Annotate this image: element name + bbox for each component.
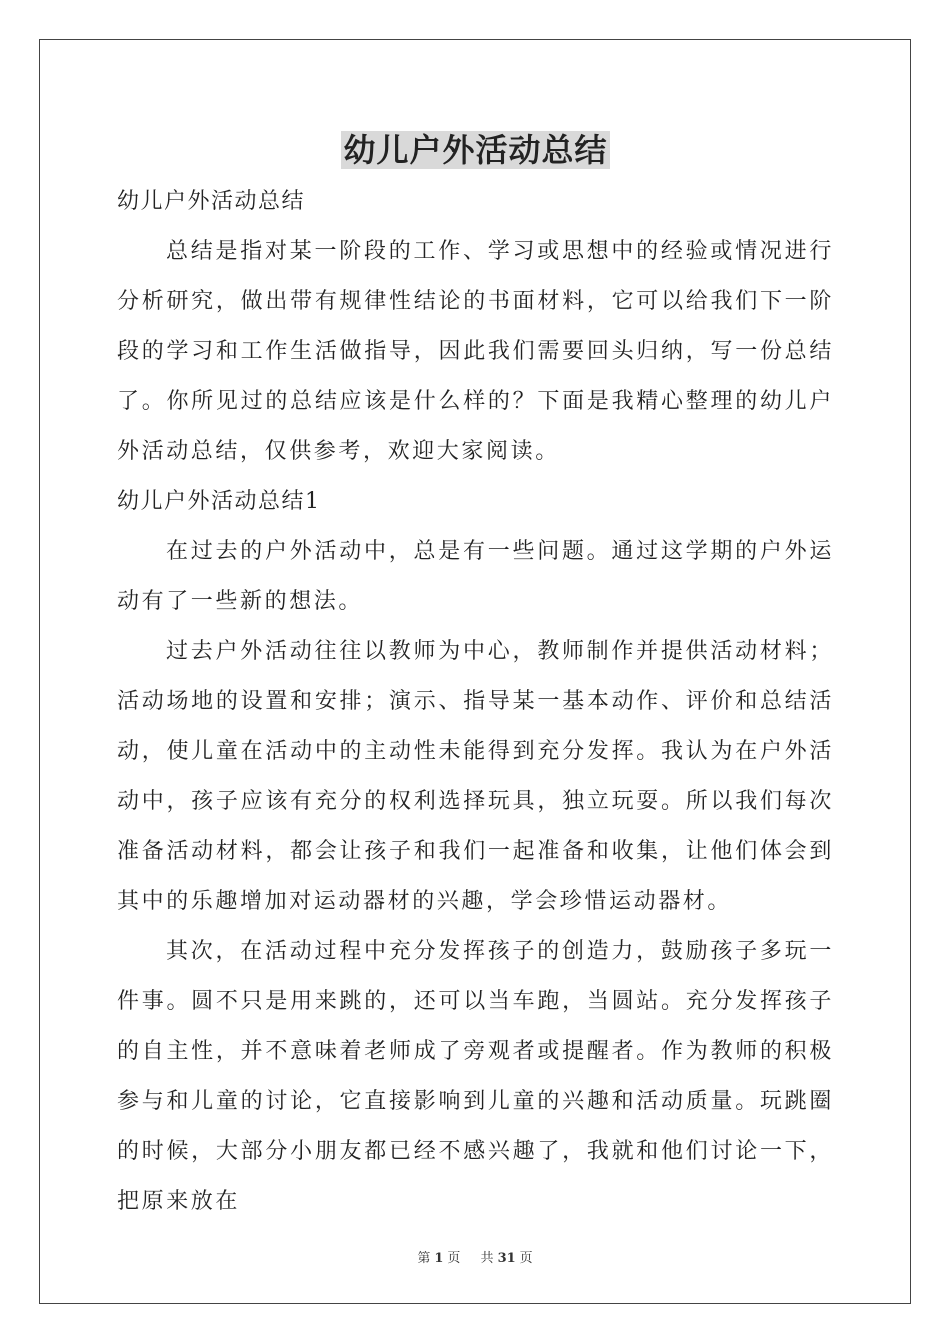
intro-paragraph: 总结是指对某一阶段的工作、学习或思想中的经验或情况进行分析研究，做出带有规律性结论的书面材料，它可以给我们下一阶段的学习和工作生活做指导，因此我们需要回头归纳，写一份总结了。你所见过的总结应该是什么样的？下面是我精心整理的幼儿户外活动总结，仅供参考，欢迎大家阅读。 <box>117 239 834 464</box>
page-number: 1 <box>434 1251 444 1266</box>
document-title-text: 幼儿户外活动总结 <box>343 131 608 169</box>
page-indicator <box>413 1251 464 1266</box>
total-pages-indicator <box>477 1251 537 1266</box>
body-paragraph: 在过去的户外活动中，总是有一些问题。通过这学期的户外运动有了一些新的想法。 <box>117 539 834 614</box>
page-suffix: 页 <box>447 1251 461 1266</box>
body-paragraph: 其次，在活动过程中充分发挥孩子的创造力，鼓励孩子多玩一件事。圆不只是用来跳的，还可以当车跑，当圆站。充分发挥孩子的自主性，并不意味着老师成了旁观者或提醒者。作为教师的积极参与和儿童的讨论，它直接影响到儿童的兴趣和活动质量。玩跳圈的时候，大部分小朋友都已经不感兴趣了，我就和他们讨论一下，把原来放在 <box>117 939 834 1214</box>
section-heading-1: 幼儿户外活动总结1 <box>117 489 321 514</box>
body-paragraph: 过去户外活动往往以教师为中心，教师制作并提供活动材料；活动场地的设置和安排；演示、指导某一基本动作、评价和总结活动，使儿童在活动中的主动性未能得到充分发挥。我认为在户外活动中，孩子应该有充分的权利选择玩具，独立玩耍。所以我们每次准备活动材料，都会让孩子和我们一起准备和收集，让他们体会到其中的乐趣增加对运动器材的兴趣，学会珍惜运动器材。 <box>117 639 834 914</box>
total-suffix: 页 <box>519 1251 533 1266</box>
total-prefix: 共 <box>480 1251 494 1266</box>
total-pages: 31 <box>497 1251 516 1266</box>
document-body <box>117 127 834 1227</box>
document-subtitle: 幼儿户外活动总结 <box>117 189 306 214</box>
document-title <box>117 127 834 177</box>
page-footer <box>0 1247 950 1266</box>
page-prefix: 第 <box>417 1251 431 1266</box>
